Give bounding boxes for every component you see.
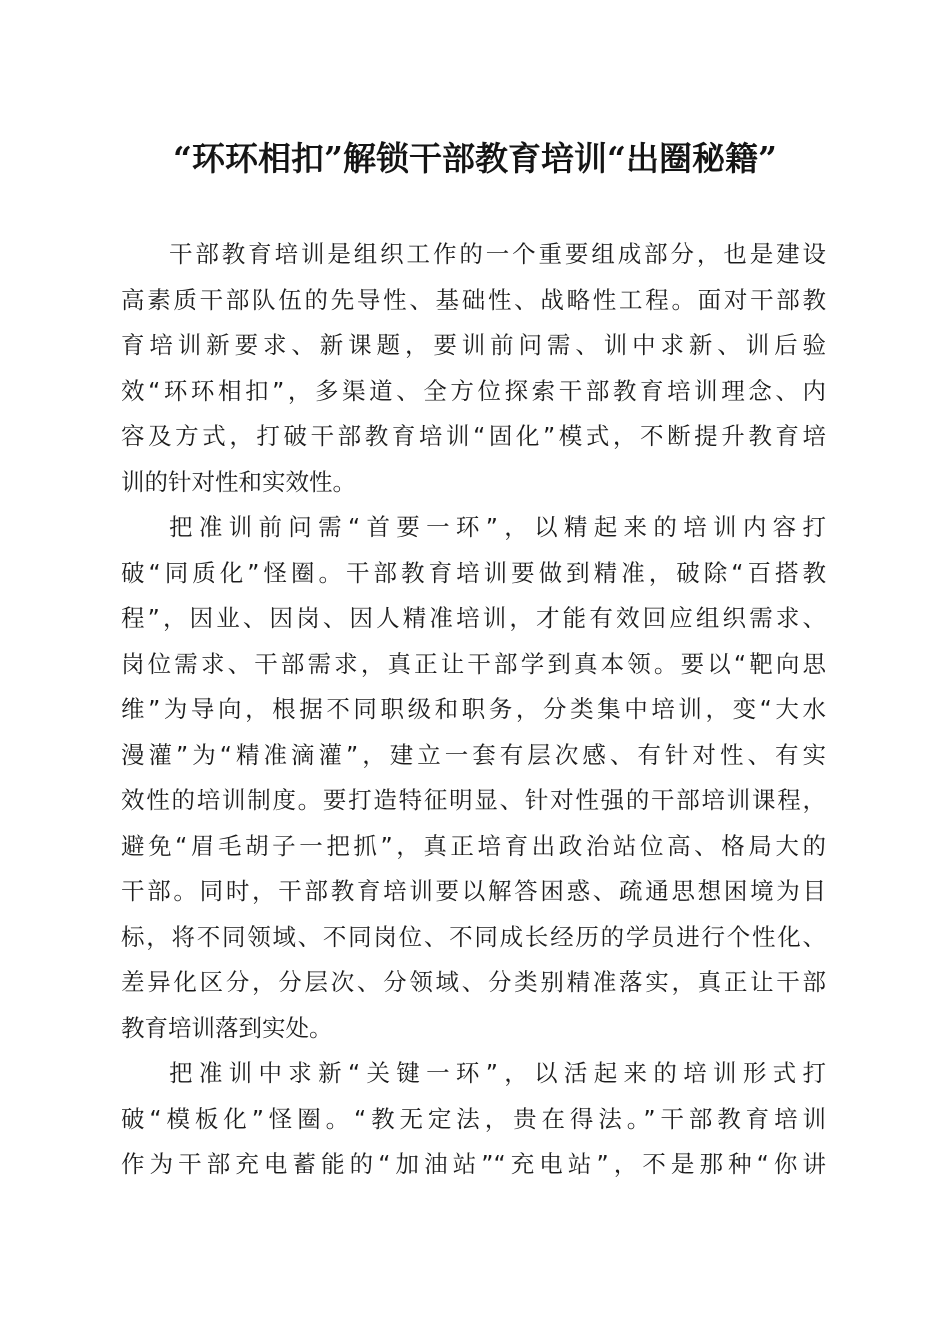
paragraph-line: 漫灌”为“精准滴灌”，建立一套有层次感、有针对性、有实 — [121, 740, 826, 769]
paragraph — [121, 505, 826, 1051]
paragraph-line: 干部教育培训是组织工作的一个重要组成部分，也是建设 — [169, 240, 826, 268]
paragraph-line: 把准训前问需“首要一环”，以精起来的培训内容打 — [169, 513, 826, 541]
paragraph — [121, 232, 826, 505]
paragraph-line: 维”为导向，根据不同职级和职务，分类集中培训，变“大水 — [121, 695, 826, 723]
paragraph-line: 避免“眉毛胡子一把抓”，真正培育出政治站位高、格局大的 — [121, 831, 826, 860]
document-title: “环环相扣”解锁干部教育培训“出圈秘籍” — [173, 139, 777, 178]
paragraph-line: 破“模板化”怪圈。“教无定法，贵在得法。”干部教育培训 — [121, 1104, 826, 1133]
paragraph-line: 效“环环相扣”，多渠道、全方位探索干部教育培训理念、内 — [121, 376, 826, 405]
paragraph-line: 岗位需求、干部需求，真正让干部学到真本领。要以“靶向思 — [121, 649, 826, 678]
paragraph-line: 干部。同时，干部教育培训要以解答困惑、疏通思想困境为目 — [121, 877, 826, 905]
paragraph-line: 容及方式，打破干部教育培训“固化”模式，不断提升教育培 — [121, 422, 826, 450]
paragraph-line: 作为干部充电蓄能的“加油站”“充电站”，不是那种“你讲 — [121, 1150, 826, 1178]
paragraph-line: 破“同质化”怪圈。干部教育培训要做到精准，破除“百搭教 — [121, 558, 826, 587]
paragraph-line: 高素质干部队伍的先导性、基础性、战略性工程。面对干部教 — [121, 285, 826, 314]
paragraph-line: 教育培训落到实处。 — [121, 1013, 333, 1042]
paragraph-line: 标，将不同领域、不同岗位、不同成长经历的学员进行个性化、 — [121, 922, 826, 951]
document-body — [121, 232, 826, 1188]
paragraph-line: 程”，因业、因岗、因人精准培训，才能有效回应组织需求、 — [121, 604, 826, 632]
paragraph-line: 把准训中求新“关键一环”，以活起来的培训形式打 — [169, 1059, 826, 1087]
paragraph-line: 差异化区分，分层次、分领域、分类别精准落实，真正让干部 — [121, 968, 826, 996]
paragraph-line: 育培训新要求、新课题，要训前问需、训中求新、训后验 — [121, 331, 826, 359]
paragraph — [121, 1051, 826, 1188]
paragraph-line: 效性的培训制度。要打造特征明显、针对性强的干部培训课程， — [121, 786, 826, 814]
paragraph-line: 训的针对性和实效性。 — [121, 467, 356, 496]
